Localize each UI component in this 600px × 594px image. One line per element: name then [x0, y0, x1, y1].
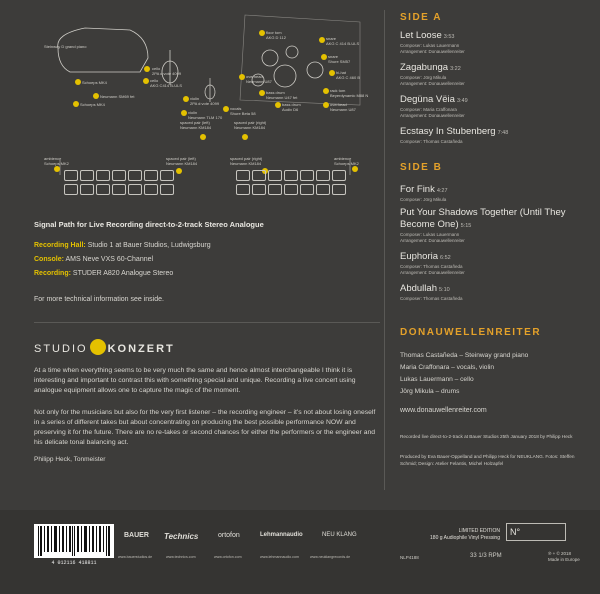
diagram-label: spaced pair (left) Neumann KM184: [166, 156, 198, 166]
limited-edition-text: LIMITED EDITION 180 g Audiophile Vinyl Pressing: [430, 528, 500, 541]
diagram-label: Schoeps MK4: [80, 102, 105, 107]
audience-seat: [316, 184, 330, 195]
diagram-label: spaced pair (left) Neumann KM184: [180, 120, 212, 130]
diagram-label: spaced pair (right) Neumann KM184: [230, 156, 263, 166]
microphone-icon: [75, 79, 81, 85]
audience-seat: [332, 170, 346, 181]
band-website-link[interactable]: www.donauwellenreiter.com: [400, 407, 487, 414]
audience-seat: [252, 184, 266, 195]
production-note: Produced by Eva Bauer-Oppelland and Philipp Heck for NEUKLANG. Fotos: Steffen Schmid; Design: Atelier Felantis, Michel Holzapfel: [400, 454, 575, 466]
diagram-label: hi-hat AKG C 460 B: [336, 70, 361, 80]
track-item: Let Loose 3:53 Composer: Lukas Lauermann Arrangement: Donauwellenreiter: [400, 30, 465, 54]
diagram-label: rack tom Beyerdynamic M88 N: [330, 88, 369, 98]
liner-note-paragraph-2: Not only for the musicians but also for the very first listener – the recording engineer – it's not about losing oneself in a series of different takes but about concentrating on producing the best possible performance NOW and preserving it for the future. There are no re-takes or second chances for either the performers or the engineer and his delicate tonal balancing act.: [34, 409, 376, 446]
audience-seat: [268, 170, 282, 181]
logo-circle-icon: [90, 339, 106, 355]
diagram-label: Schoeps MK4: [82, 80, 107, 85]
audience-seat: [316, 170, 330, 181]
side-a-title: SIDE A: [400, 12, 442, 23]
audience-seat: [64, 184, 78, 195]
lehmannaudio-url: www.lehmannaudio.com: [260, 555, 299, 559]
neuklang-logo: NEU KLANG: [322, 532, 357, 538]
audience-seat: [236, 184, 250, 195]
audience-seat: [300, 184, 314, 195]
lehmannaudio-logo: Lehmannaudio: [260, 532, 303, 538]
diagram-label: violin Neumann TLM 170: [188, 110, 223, 120]
microphone-icon: [200, 134, 206, 140]
bauer-logo: BAUER: [124, 532, 149, 539]
signal-path-title: Signal Path for Live Recording direct-to-2-track Stereo Analogue: [34, 220, 264, 229]
audience-seat: [160, 170, 174, 181]
diagram-label: bass drum Neumann U47 fet: [266, 90, 298, 100]
barcode-number: 4 012116 418811: [51, 560, 97, 566]
diagram-label: spaced pair (right) Neumann KM184: [234, 120, 267, 130]
microphone-icon: [352, 166, 358, 172]
diagram-label: violin 2PA d:vote 4099: [190, 96, 220, 106]
audience-seat: [112, 184, 126, 195]
microphone-icon: [259, 30, 265, 36]
microphone-icon: [321, 54, 327, 60]
band-member: Maria Craffonara – vocals, violin: [400, 364, 495, 371]
catalog-number: NLP4188: [400, 555, 419, 560]
band-member: Thomas Castañeda – Steinway grand piano: [400, 352, 529, 359]
band-member: Lukas Lauermann – cello: [400, 376, 474, 383]
microphone-icon: [329, 70, 335, 76]
audience-seat: [252, 170, 266, 181]
microphone-icon: [183, 96, 189, 102]
audience-seat: [144, 184, 158, 195]
microphone-icon: [144, 66, 150, 72]
band-member: Jörg Mikula – drums: [400, 388, 460, 395]
diagram-label: bass drum Audix D6: [282, 102, 301, 112]
diagram-label: ambience Schoeps MK2: [334, 156, 359, 166]
diagram-label: floor tom AKG D 112: [266, 30, 286, 40]
divider: [34, 322, 380, 323]
audience-seat: [128, 170, 142, 181]
track-item: For Fink 4:27 Composer: Jörg Mikula: [400, 184, 448, 202]
ortofon-url: www.ortofon.com: [214, 555, 242, 559]
track-item: Zagabunga 3:22 Composer: Jörg Mikula Arrangement: Donauwellenreiter: [400, 62, 465, 86]
audience-seat: [128, 184, 142, 195]
microphone-icon: [319, 37, 325, 43]
audience-seat: [236, 170, 250, 181]
audience-seat: [80, 170, 94, 181]
barcode: [34, 524, 114, 558]
diagram-label: vocals Shure Beta 58: [230, 106, 256, 116]
band-name: DONAUWELLENREITER: [400, 327, 542, 338]
microphone-icon: [181, 110, 187, 116]
diagram-label: ambience Schoeps MK2: [44, 156, 69, 166]
track-item: Abdullah 5:10 Composer: Thomas Castañeda: [400, 283, 463, 301]
audience-seat: [96, 170, 110, 181]
diagram-label: snare AKG C 414 B-ULS: [326, 36, 360, 46]
studio-konzert-logo: STUDIO KONZERT: [34, 341, 175, 357]
diagram-label: overhead Neumann U87: [330, 102, 356, 112]
microphone-icon: [323, 102, 329, 108]
microphone-icon: [54, 166, 60, 172]
diagram-label: Steinway D grand piano: [44, 44, 87, 49]
recording-note: Recorded live direct-to-2-track at Bauer Studios 25th January 2018 by Philipp Heck: [400, 434, 573, 439]
audience-seat: [80, 184, 94, 195]
microphone-icon: [323, 88, 329, 94]
signal-path-diagram: [30, 10, 380, 210]
ortofon-logo: ortofon: [218, 532, 240, 539]
side-b-title: SIDE B: [400, 162, 443, 173]
track-item: Put Your Shadows Together (Until They Become One) 5:15 Composer: Lukas Lauermann Arrangement: Donauwellenreiter: [400, 207, 566, 243]
diagram-label: Neumann SM69 fet: [100, 94, 135, 99]
copyright-text: ℗ + © 2018 Made in Europe: [548, 551, 580, 562]
track-item: Ecstasy In Stubenberg 7:48 Composer: Thomas Castañeda: [400, 126, 509, 144]
liner-note-signature: Philipp Heck, Tonmeister: [34, 456, 106, 463]
microphone-icon: [242, 134, 248, 140]
microphone-icon: [176, 168, 182, 174]
audience-seat: [284, 184, 298, 195]
recording-hall-info: Recording Hall: Studio 1 at Bauer Studios, Ludwigsburg: [34, 242, 211, 249]
more-info-text: For more technical information see inside.: [34, 296, 164, 303]
microphone-icon: [223, 106, 229, 112]
audience-seat: [144, 170, 158, 181]
track-item: Euphoria 6:52 Composer: Thomas Castañeda Arrangement: Donauwellenreiter: [400, 251, 465, 275]
barcode-icon: [34, 524, 114, 558]
microphone-icon: [275, 102, 281, 108]
audience-seat: [96, 184, 110, 195]
neuklang-url: www.neuklangrecords.de: [310, 555, 351, 559]
column-divider: [384, 10, 385, 490]
audience-seat: [64, 170, 78, 181]
audience-seat: [300, 170, 314, 181]
audience-seat: [112, 170, 126, 181]
diagram-label: overhead Neumann U87: [246, 74, 272, 84]
recording-info: Recording: STUDER A820 Analogue Stereo: [34, 270, 174, 277]
microphone-icon: [239, 74, 245, 80]
console-info: Console: AMS Neve VXS 60-Channel: [34, 256, 154, 263]
microphone-icon: [143, 78, 149, 84]
track-item: Degüna Vëia 3:49 Composer: Maria Craffonara Arrangement: Donauwellenreiter: [400, 94, 468, 118]
diagram-label: cello 2PA d:vote 4099: [152, 66, 182, 76]
technics-url: www.technics.com: [166, 555, 196, 559]
edition-number-box: N°: [506, 523, 566, 541]
speed-label: 33 1/3 RPM: [470, 553, 502, 559]
audience-seat: [160, 184, 174, 195]
bauer-url: www.bauerstudios.de: [118, 555, 153, 559]
diagram-label: cello AKG C414 B-ULS: [150, 78, 183, 88]
liner-note-paragraph-1: At a time when everything seems to be very much the same and hence almost interchangeable I think it is interesting and important to contrast this with something special and unique. Recording a live concert using analogue equipment allows one to capture the magic of the moment.: [34, 367, 356, 394]
audience-seat: [268, 184, 282, 195]
audience-seat: [332, 184, 346, 195]
technics-logo: Technics: [164, 532, 199, 541]
microphone-icon: [259, 90, 265, 96]
microphone-icon: [93, 93, 99, 99]
microphone-icon: [73, 101, 79, 107]
diagram-label: snare Shure SM57: [328, 54, 351, 64]
audience-seat: [284, 170, 298, 181]
